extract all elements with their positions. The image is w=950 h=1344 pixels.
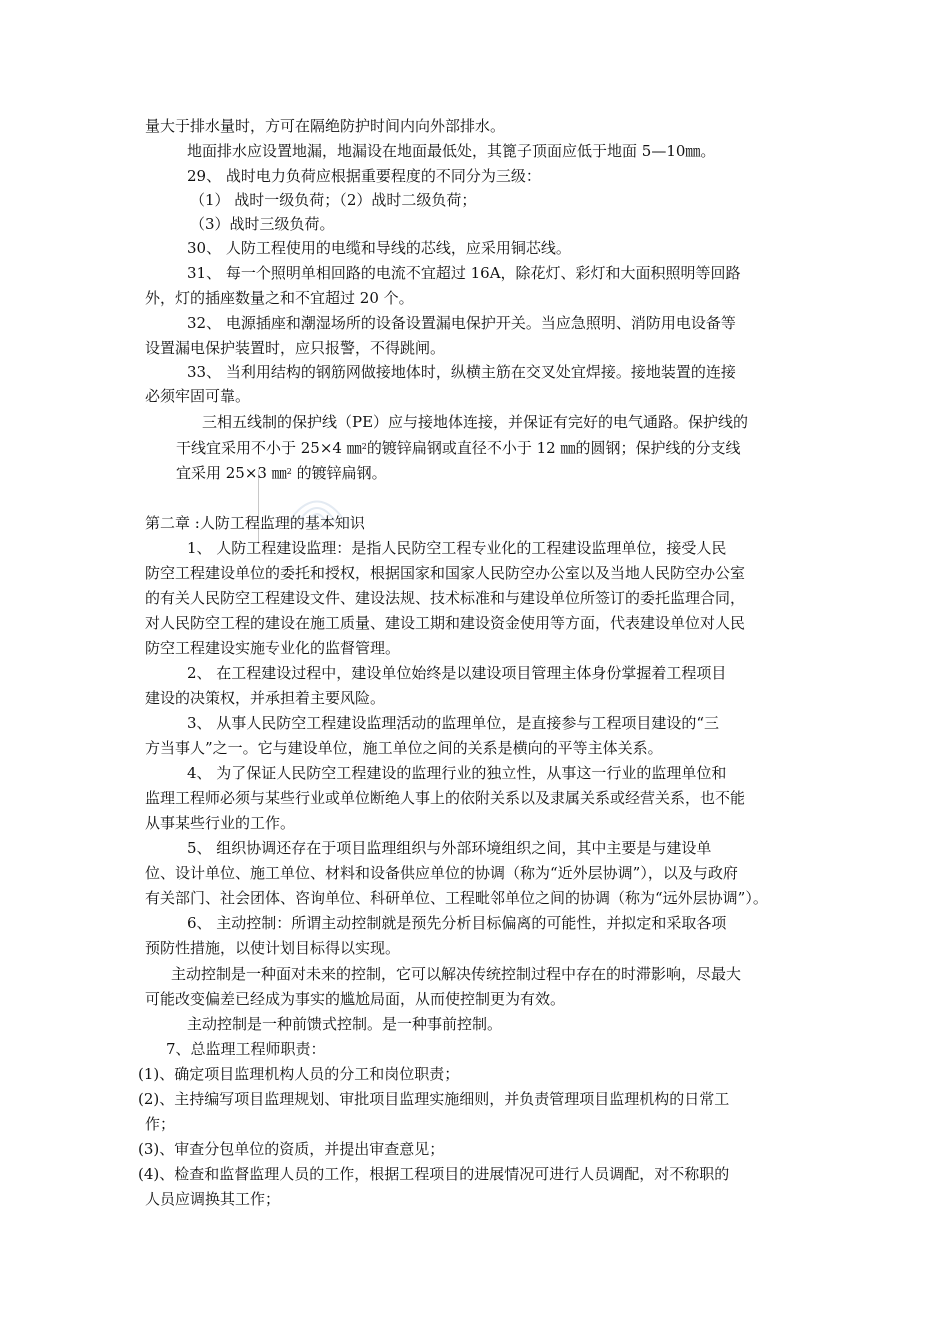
- text-line: 31、 每一个照明单相回路的电流不宜超过 16A，除花灯、彩灯和大面积照明等回路: [187, 264, 741, 282]
- text-line: 30、 人防工程使用的电缆和导线的芯线，应采用铜芯线。: [187, 239, 571, 257]
- text-line: 32、 电源插座和潮湿场所的设备设置漏电保护开关。当应急照明、消防用电设备等: [187, 314, 736, 332]
- text-line: 7、总监理工程师职责：: [166, 1040, 326, 1058]
- text-line: (2)、主持编写项目监理规划、审批项目监理实施细则，并负责管理项目监理机构的日常工: [138, 1090, 730, 1108]
- text-line: （1） 战时一级负荷；（2）战时二级负荷；: [190, 191, 477, 209]
- text-line: 1、 人防工程建设监理：是指人民防空工程专业化的工程建设监理单位，接受人民: [187, 539, 727, 557]
- superscript: 2: [286, 467, 292, 476]
- text-line: 防空工程建设实施专业化的监督管理。: [145, 639, 401, 657]
- text-line: 三相五线制的保护线（PE）应与接地体连接，并保证有完好的电气通路。保护线的: [202, 413, 749, 431]
- text-line: 监理工程师必须与某些行业或单位断绝人事上的依附关系以及隶属关系或经营关系，也不能: [145, 789, 746, 807]
- chapter-heading: 第二章 :人防工程监理的基本知识: [145, 514, 365, 532]
- superscript: 2: [361, 442, 367, 451]
- text-line: 预防性措施，以使计划目标得以实现。: [145, 939, 401, 957]
- text-line: 有关部门、社会团体、咨询单位、科研单位、工程毗邻单位之间的协调（称为“远外层协调”）。: [145, 889, 768, 907]
- text-line: 主动控制是一种前馈式控制。是一种事前控制。: [187, 1015, 503, 1033]
- text-line: 4、 为了保证人民防空工程建设的监理行业的独立性，从事这一行业的监理单位和: [187, 764, 727, 782]
- text-line: (1)、确定项目监理机构人员的分工和岗位职责；: [138, 1065, 460, 1083]
- text-line: 的有关人民防空工程建设文件、建设法规、技术标准和与建设单位所签订的委托监理合同，: [145, 589, 746, 607]
- text-run: 干线宜采用不小于 25×4 ㎜: [176, 439, 362, 457]
- text-line: 5、 组织协调还存在于项目监理组织与外部环境组织之间，其中主要是与建设单: [187, 839, 712, 857]
- text-line: 设置漏电保护装置时，应只报警，不得跳闸。: [145, 339, 446, 357]
- text-line: 人员应调换其工作；: [145, 1190, 281, 1208]
- text-line: 33、 当利用结构的钢筋网做接地体时，纵横主筋在交叉处宜焊接。接地装置的连接: [187, 363, 736, 381]
- text-run: 的镀锌扁钢或直径不小于 12 ㎜的圆钢；保护线的分支线: [366, 439, 741, 457]
- text-line: 防空工程建设单位的委托和授权，根据国家和国家人民防空办公室以及当地人民防空办公室: [145, 564, 746, 582]
- text-line: 必须牢固可靠。: [145, 387, 251, 405]
- text-line: 位、设计单位、施工单位、材料和设备供应单位的协调（称为“近外层协调”），以及与政府: [145, 864, 738, 882]
- text-line: 地面排水应设置地漏，地漏设在地面最低处，其篦子顶面应低于地面 5—10㎜。: [187, 142, 716, 160]
- text-line: 量大于排水量时，方可在隔绝防护时间内向外部排水。: [145, 117, 506, 135]
- text-line: (4)、检查和监督监理人员的工作，根据工程项目的进展情况可进行人员调配，对不称职的: [138, 1165, 730, 1183]
- text-run: 的镀锌扁钢。: [291, 464, 387, 482]
- text-line: 外，灯的插座数量之和不宜超过 20 个。: [145, 289, 414, 307]
- text-line: 29、 战时电力负荷应根据重要程度的不同分为三级：: [187, 167, 541, 185]
- text-line: [176, 437, 740, 458]
- text-line: 方当事人”之一。它与建设单位，施工单位之间的关系是横向的平等主体关系。: [145, 739, 663, 757]
- text-line: 从事某些行业的工作。: [145, 814, 296, 832]
- text-line: 6、 主动控制：所谓主动控制就是预先分析目标偏离的可能性，并拟定和采取各项: [187, 914, 727, 932]
- text-line: [176, 462, 387, 483]
- text-line: （3）战时三级负荷。: [190, 215, 335, 233]
- text-line: 2、 在工程建设过程中，建设单位始终是以建设项目管理主体身份掌握着工程项目: [187, 664, 727, 682]
- text-line: (3)、审查分包单位的资质，并提出审查意见；: [138, 1140, 445, 1158]
- text-line: 主动控制是一种面对未来的控制，它可以解决传统控制过程中存在的时滞影响，尽最大: [171, 965, 742, 983]
- text-line: 3、 从事人民防空工程建设监理活动的监理单位，是直接参与工程项目建设的“三: [187, 714, 719, 732]
- text-run: 宜采用 25×3 ㎜: [176, 464, 287, 482]
- text-line: 作；: [145, 1115, 176, 1133]
- text-line: 可能改变偏差已经成为事实的尴尬局面，从而使控制更为有效。: [145, 990, 566, 1008]
- text-line: 建设的决策权，并承担着主要风险。: [145, 689, 386, 707]
- text-line: 对人民防空工程的建设在施工质量、建设工期和建设资金使用等方面，代表建设单位对人民: [145, 614, 746, 632]
